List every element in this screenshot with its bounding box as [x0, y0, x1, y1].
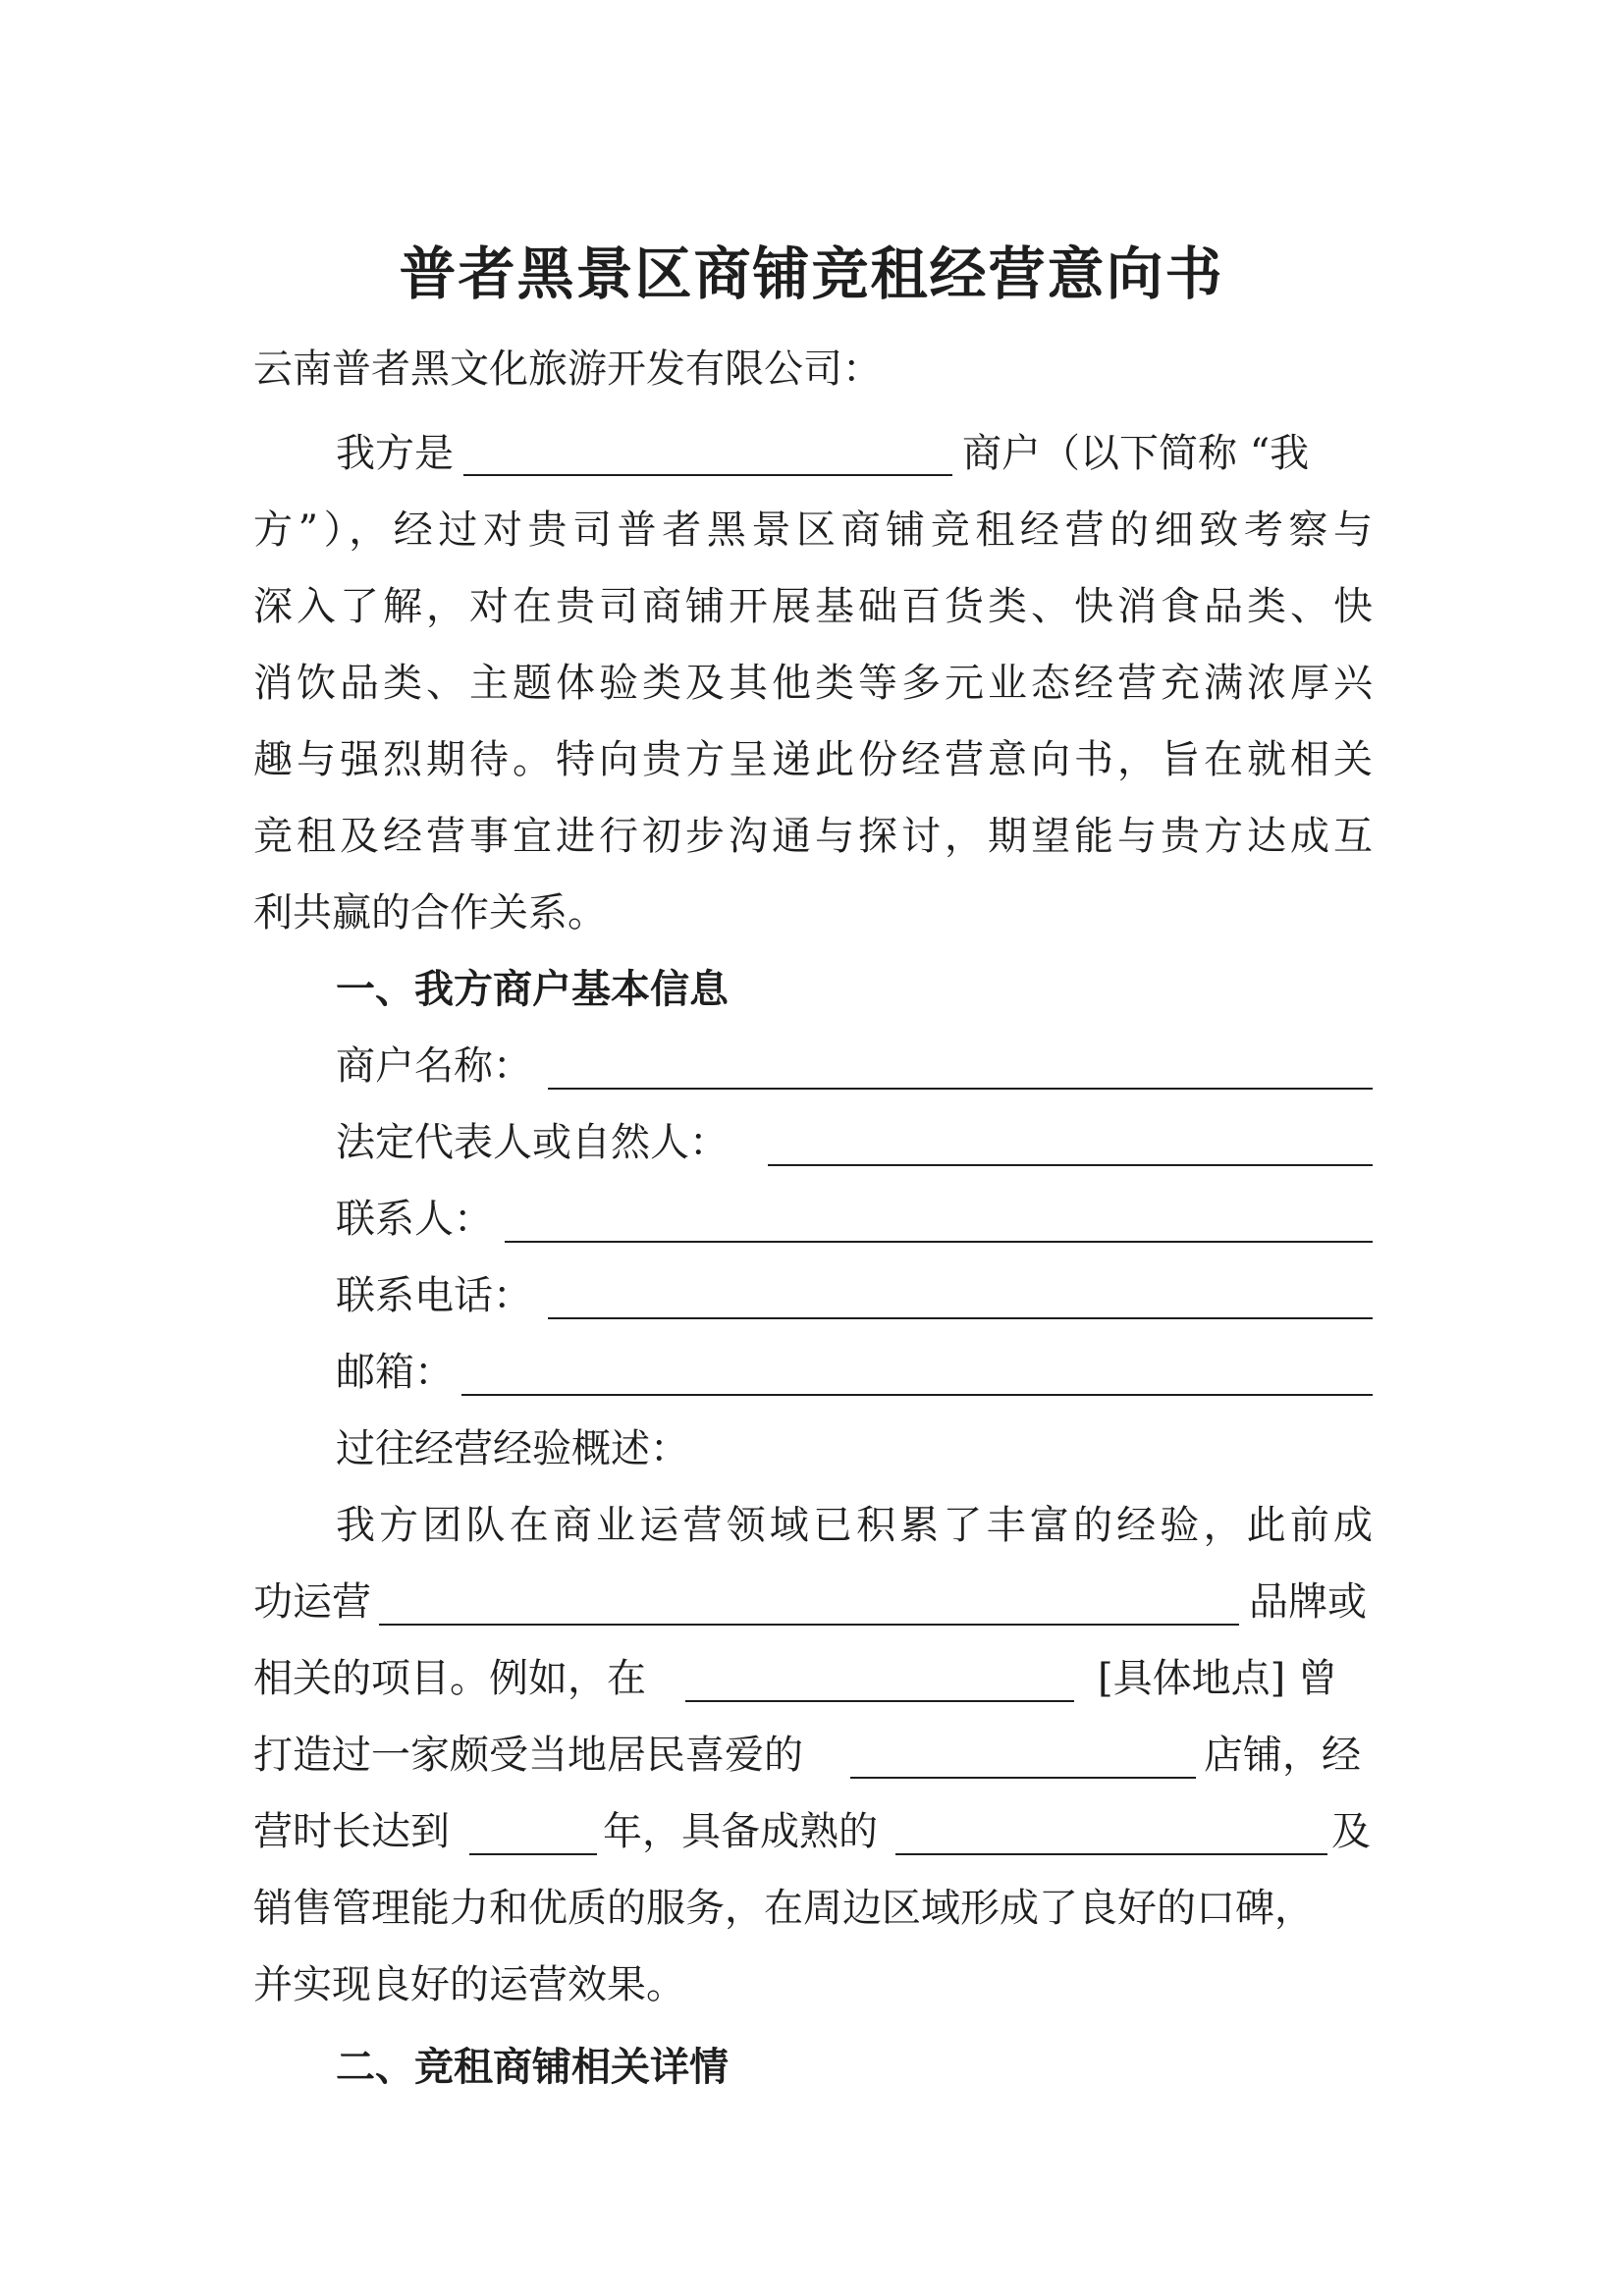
experience-line5-prefix: 营时长达到 — [253, 1809, 450, 1854]
section1-heading: 一、我方商户基本信息 — [336, 967, 729, 1012]
field-label-merchant-name: 商户名称： — [336, 1043, 532, 1089]
merchant-blank — [463, 474, 952, 476]
experience-line2-suffix: 品牌或 — [1249, 1579, 1367, 1625]
experience-line3-suffix: [具体地点] 曾 — [1098, 1656, 1337, 1701]
field-blank-contact — [505, 1241, 1373, 1243]
experience-line6: 销售管理能力和优质的服务，在周边区域形成了良好的口碑， — [253, 1886, 1314, 1931]
intro-line: 消饮品类、主题体验类及其他类等多元业态经营充满浓厚兴 — [253, 661, 1373, 706]
experience-line5-mid: 年，具备成熟的 — [603, 1809, 878, 1854]
experience-line7: 并实现良好的运营效果。 — [253, 1962, 685, 2007]
intro-line: 竞租及经营事宜进行初步沟通与探讨，期望能与贵方达成互 — [253, 814, 1373, 859]
field-label-contact: 联系人： — [336, 1197, 493, 1242]
store-blank — [850, 1777, 1196, 1779]
experience-line3-prefix: 相关的项目。例如，在 — [253, 1656, 646, 1701]
field-blank-phone — [548, 1317, 1373, 1319]
experience-line1: 我方团队在商业运营领域已积累了丰富的经验，此前成 — [336, 1503, 1373, 1548]
intro-line: 趣与强烈期待。特向贵方呈递此份经营意向书，旨在就相关 — [253, 737, 1373, 782]
document-title: 普者黑景区商铺竞租经营意向书 — [399, 240, 1224, 307]
field-label-email: 邮箱： — [336, 1350, 454, 1395]
intro-line1-suffix: 商户（以下简称 “我 — [962, 431, 1310, 476]
field-label-legal-representative: 法定代表人或自然人： — [336, 1120, 729, 1165]
experience-line4-prefix: 打造过一家颇受当地居民喜爱的 — [253, 1733, 803, 1778]
section2-heading: 二、竞租商铺相关详情 — [336, 2045, 729, 2090]
field-blank-email — [461, 1394, 1373, 1396]
intro-line: 深入了解，对在贵司商铺开展基础百货类、快消食品类、快 — [253, 584, 1373, 629]
experience-line5-suffix: 及 — [1331, 1809, 1371, 1854]
salutation: 云南普者黑文化旅游开发有限公司： — [253, 347, 882, 392]
experience-label: 过往经营经验概述： — [336, 1426, 689, 1471]
field-blank-legal-representative — [768, 1164, 1373, 1166]
field-blank-merchant-name — [548, 1088, 1373, 1090]
experience-line4-suffix: 店铺，经 — [1204, 1733, 1361, 1778]
intro-line: 方”），经过对贵司普者黑景区商铺竞租经营的细致考察与 — [253, 507, 1373, 553]
location-blank — [685, 1700, 1074, 1702]
years-blank — [469, 1853, 597, 1855]
intro-line: 利共赢的合作关系。 — [253, 890, 607, 935]
intro-line1-prefix: 我方是 — [336, 431, 454, 476]
brand-blank — [379, 1624, 1239, 1626]
experience-line2-prefix: 功运营 — [253, 1579, 371, 1625]
capability-blank — [895, 1853, 1327, 1855]
field-label-phone: 联系电话： — [336, 1273, 532, 1318]
